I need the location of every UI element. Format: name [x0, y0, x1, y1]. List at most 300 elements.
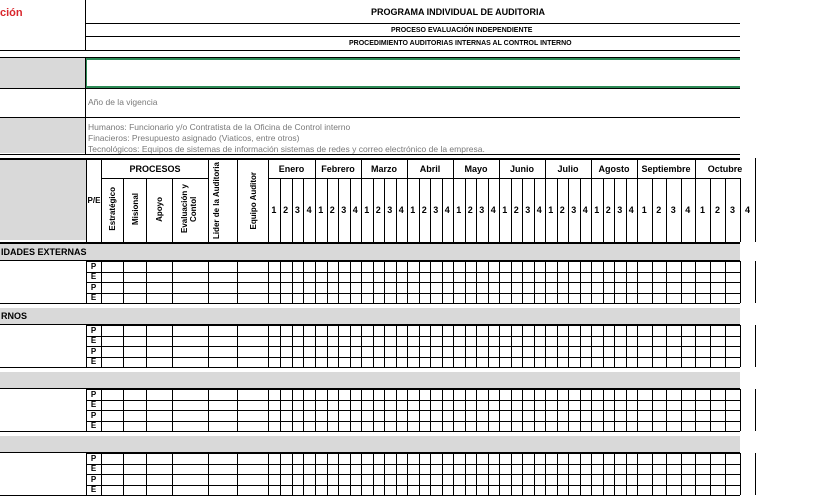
- grid-line: [396, 453, 397, 495]
- grid-line: [740, 325, 741, 367]
- grid-line: [568, 178, 569, 242]
- grid-line: [123, 261, 124, 303]
- grid-line: [710, 178, 711, 242]
- grid-line: [315, 261, 316, 303]
- grid-line: [522, 453, 523, 495]
- week-number: 4: [685, 205, 691, 215]
- grid-line: [208, 389, 209, 431]
- grid-line: [499, 389, 500, 431]
- grid-line: [407, 453, 408, 495]
- row-line: [86, 474, 740, 475]
- grid-line: [465, 261, 466, 303]
- grid-line: [695, 389, 696, 431]
- grid-line: [710, 453, 711, 495]
- grid-line: [361, 389, 362, 431]
- grid-line: [465, 389, 466, 431]
- row-line: [86, 261, 740, 262]
- info-border: [0, 88, 740, 89]
- grid-line: [557, 389, 558, 431]
- lider-header: Lider de la Auditoria: [212, 161, 221, 240]
- grid-line: [172, 261, 173, 303]
- row-type-label: E: [90, 293, 97, 303]
- week-number: 2: [421, 205, 427, 215]
- grid-line: [146, 261, 147, 303]
- grid-line: [442, 261, 443, 303]
- row-line: [0, 367, 740, 368]
- section-header: RNOS: [0, 308, 740, 324]
- section-header: IDADES EXTERNAS: [0, 244, 740, 260]
- week-number: 4: [398, 205, 404, 215]
- resource-tech: Tecnológicos: Equipos de sistemas de información sistemas de redes y correo electrónico de la empresa.: [88, 144, 485, 154]
- week-number: 2: [283, 205, 289, 215]
- logo-text: ción: [0, 7, 23, 19]
- grid-line: [327, 325, 328, 367]
- week-number: 1: [271, 205, 277, 215]
- grid-line: [268, 453, 269, 495]
- month-header: Enero: [278, 164, 305, 174]
- grid-line: [384, 453, 385, 495]
- week-number: 3: [670, 205, 676, 215]
- grid-line: [146, 178, 147, 242]
- grid-line: [268, 389, 269, 431]
- grid-line: [373, 389, 374, 431]
- grid-line: [568, 453, 569, 495]
- grid-line: [268, 158, 269, 242]
- grid-line: [280, 453, 281, 495]
- row-type-label: E: [90, 464, 97, 474]
- grid-line: [292, 261, 293, 303]
- week-number: 2: [375, 205, 381, 215]
- grid-line: [666, 325, 667, 367]
- grid-line: [430, 178, 431, 242]
- grid-line: [710, 261, 711, 303]
- week-number: 3: [479, 205, 485, 215]
- grid-line: [695, 453, 696, 495]
- grid-line: [237, 389, 238, 431]
- week-number: 3: [729, 205, 735, 215]
- grid-line: [350, 325, 351, 367]
- grid-line: [268, 325, 269, 367]
- grid-line: [280, 178, 281, 242]
- row-line: [86, 400, 740, 401]
- vigencia-field[interactable]: Año de la vigencia: [88, 97, 158, 107]
- grid-line: [710, 325, 711, 367]
- grid-line: [652, 178, 653, 242]
- grid-line: [522, 178, 523, 242]
- grid-line: [534, 261, 535, 303]
- grid-line: [146, 389, 147, 431]
- grid-line: [86, 261, 87, 303]
- grid-line: [591, 261, 592, 303]
- info-border: [0, 117, 740, 118]
- grid-line: [755, 158, 756, 242]
- week-number: 2: [467, 205, 473, 215]
- grid-line: [123, 389, 124, 431]
- grid-line: [407, 325, 408, 367]
- grid-line: [338, 389, 339, 431]
- grid-line: [725, 389, 726, 431]
- grid-line: [430, 453, 431, 495]
- document-title: PROGRAMA INDIVIDUAL DE AUDITORIA: [371, 6, 546, 17]
- grid-line: [580, 389, 581, 431]
- grid-line: [465, 453, 466, 495]
- grid-line: [442, 453, 443, 495]
- grid-line: [146, 453, 147, 495]
- week-number: 1: [641, 205, 647, 215]
- grid-line: [637, 325, 638, 367]
- grid-line: [557, 453, 558, 495]
- grid-line: [637, 158, 638, 242]
- grid-line: [568, 389, 569, 431]
- grid-line: [327, 453, 328, 495]
- grid-line: [488, 325, 489, 367]
- grid-line: [430, 261, 431, 303]
- grid-line: [637, 261, 638, 303]
- grid-line: [101, 389, 102, 431]
- proceso-evaluacion: Evaluación y Contol: [179, 184, 198, 234]
- week-number: 4: [352, 205, 358, 215]
- grid-line: [280, 325, 281, 367]
- week-number: 3: [341, 205, 347, 215]
- grid-line: [453, 389, 454, 431]
- grid-line: [681, 325, 682, 367]
- info-divider: [85, 57, 86, 155]
- grid-line: [666, 389, 667, 431]
- grid-line: [237, 325, 238, 367]
- row-line: [0, 324, 740, 325]
- grid-line: [488, 453, 489, 495]
- grid-line: [626, 325, 627, 367]
- week-number: 4: [628, 205, 634, 215]
- grid-line: [755, 453, 756, 495]
- grid-line: [557, 178, 558, 242]
- grid-line: [603, 389, 604, 431]
- month-header: Julio: [557, 164, 579, 174]
- grid-line: [755, 261, 756, 303]
- grid-line: [511, 453, 512, 495]
- grid-line: [465, 325, 466, 367]
- grid-line: [419, 178, 420, 242]
- grid-line: [303, 453, 304, 495]
- row-line: [86, 453, 740, 454]
- grid-line: [534, 389, 535, 431]
- grid-line: [591, 389, 592, 431]
- grid-line: [146, 325, 147, 367]
- row-type-label: P: [90, 474, 97, 484]
- proceso-misional: Misional: [130, 192, 140, 225]
- grid-line: [338, 261, 339, 303]
- grid-line: [465, 178, 466, 242]
- week-number: 2: [605, 205, 611, 215]
- grid-line: [303, 261, 304, 303]
- grid-line: [603, 325, 604, 367]
- row-line: [0, 431, 740, 432]
- grid-line: [208, 453, 209, 495]
- grid-line: [292, 325, 293, 367]
- grid-line: [101, 178, 208, 179]
- resource-financial: Finacieros: Presupuesto asignado (Viaticos, entre otros): [88, 133, 300, 143]
- grid-line: [511, 261, 512, 303]
- grid-line: [292, 453, 293, 495]
- grid-line: [172, 453, 173, 495]
- row-line: [86, 485, 740, 486]
- grid-line: [442, 325, 443, 367]
- grid-line: [614, 325, 615, 367]
- week-number: 4: [744, 205, 750, 215]
- grid-line: [488, 178, 489, 242]
- info-border: [0, 154, 740, 155]
- grid-line: [476, 325, 477, 367]
- grid-line: [315, 158, 316, 242]
- row-line: [86, 464, 740, 465]
- grid-line: [407, 158, 408, 242]
- week-number: 3: [294, 205, 300, 215]
- grid-line: [303, 389, 304, 431]
- grid-line: [350, 453, 351, 495]
- row-type-label: P: [90, 453, 97, 463]
- grid-line: [614, 261, 615, 303]
- grid-line: [499, 158, 500, 242]
- grid-line: [614, 389, 615, 431]
- week-number: 3: [525, 205, 531, 215]
- month-header: Junio: [510, 164, 534, 174]
- grid-line: [681, 178, 682, 242]
- section-header: [0, 436, 740, 452]
- grid-line: [666, 453, 667, 495]
- pe-header: P/E: [87, 195, 101, 205]
- grid-line: [384, 178, 385, 242]
- grid-line: [292, 178, 293, 242]
- grid-line: [580, 453, 581, 495]
- info-label-cell: [0, 58, 85, 88]
- grid-line: [603, 453, 604, 495]
- grid-line: [725, 261, 726, 303]
- grid-line: [315, 453, 316, 495]
- week-number: 3: [617, 205, 623, 215]
- grid-line: [208, 158, 209, 242]
- grid-line: [361, 261, 362, 303]
- row-line: [0, 260, 740, 261]
- grid-line: [488, 389, 489, 431]
- grid-line: [172, 178, 173, 242]
- row-type-label: E: [90, 421, 97, 431]
- grid-line: [710, 389, 711, 431]
- grid-line: [545, 325, 546, 367]
- row-line: [86, 272, 740, 273]
- week-number: 4: [490, 205, 496, 215]
- grid-line: [442, 178, 443, 242]
- section-header: [0, 372, 740, 388]
- grid-line: [591, 325, 592, 367]
- grid-line: [373, 453, 374, 495]
- table-header-label-cell: [0, 160, 86, 240]
- month-header: Agosto: [598, 164, 630, 174]
- grid-line: [568, 261, 569, 303]
- grid-line: [725, 325, 726, 367]
- grid-line: [511, 389, 512, 431]
- grid-line: [237, 158, 238, 242]
- grid-line: [725, 178, 726, 242]
- row-type-label: P: [90, 325, 97, 335]
- week-number: 1: [548, 205, 554, 215]
- grid-line: [361, 158, 362, 242]
- row-line: [86, 410, 740, 411]
- week-number: 4: [582, 205, 588, 215]
- grid-line: [476, 178, 477, 242]
- grid-line: [268, 261, 269, 303]
- grid-line: [534, 453, 535, 495]
- grid-line: [237, 261, 238, 303]
- grid-line: [614, 453, 615, 495]
- grid-line: [350, 261, 351, 303]
- week-number: 3: [387, 205, 393, 215]
- grid-line: [591, 453, 592, 495]
- grid-line: [280, 389, 281, 431]
- grid-line: [499, 453, 500, 495]
- row-type-label: E: [90, 336, 97, 346]
- grid-line: [361, 325, 362, 367]
- week-number: 2: [513, 205, 519, 215]
- grid-line: [652, 325, 653, 367]
- grid-line: [626, 389, 627, 431]
- grid-line: [396, 389, 397, 431]
- grid-line: [373, 325, 374, 367]
- grid-line: [681, 389, 682, 431]
- grid-line: [86, 158, 87, 242]
- grid-line: [292, 389, 293, 431]
- grid-line: [681, 261, 682, 303]
- week-number: 1: [364, 205, 370, 215]
- row-line: [86, 421, 740, 422]
- row-line: [0, 495, 740, 496]
- grid-line: [545, 261, 546, 303]
- grid-line: [511, 325, 512, 367]
- grid-line: [725, 453, 726, 495]
- grid-line: [442, 389, 443, 431]
- procedure-name: PROCEDIMIENTO AUDITORIAS INTERNAS AL CONTROL INTERNO: [349, 40, 572, 47]
- selected-cell[interactable]: [85, 58, 740, 88]
- row-line: [86, 346, 740, 347]
- row-line: [86, 357, 740, 358]
- grid-line: [327, 178, 328, 242]
- grid-line: [534, 325, 535, 367]
- grid-line: [626, 178, 627, 242]
- week-number: 2: [559, 205, 565, 215]
- week-number: 2: [656, 205, 662, 215]
- grid-line: [101, 158, 102, 242]
- grid-line: [740, 453, 741, 495]
- grid-line: [740, 261, 741, 303]
- grid-line: [522, 261, 523, 303]
- grid-line: [740, 178, 741, 242]
- grid-line: [522, 389, 523, 431]
- week-number: 3: [433, 205, 439, 215]
- row-line: [86, 389, 740, 390]
- row-line: [86, 293, 740, 294]
- grid-line: [419, 453, 420, 495]
- week-number: 4: [536, 205, 542, 215]
- grid-line: [373, 178, 374, 242]
- grid-line: [396, 178, 397, 242]
- grid-line: [695, 325, 696, 367]
- grid-line: [384, 261, 385, 303]
- grid-line: [419, 325, 420, 367]
- grid-line: [476, 389, 477, 431]
- row-type-label: E: [90, 272, 97, 282]
- row-line: [86, 336, 740, 337]
- grid-line: [637, 453, 638, 495]
- grid-line: [453, 158, 454, 242]
- grid-line: [172, 389, 173, 431]
- grid-line: [488, 261, 489, 303]
- grid-line: [755, 389, 756, 431]
- grid-line: [123, 325, 124, 367]
- grid-line: [237, 453, 238, 495]
- procesos-header: PROCESOS: [129, 164, 181, 174]
- grid-line: [101, 453, 102, 495]
- grid-line: [511, 178, 512, 242]
- grid-line: [695, 158, 696, 242]
- grid-line: [637, 389, 638, 431]
- month-header: Octubre: [707, 164, 743, 174]
- week-number: 1: [318, 205, 324, 215]
- week-number: 1: [594, 205, 600, 215]
- grid-line: [86, 389, 87, 431]
- grid-line: [499, 261, 500, 303]
- week-number: 1: [456, 205, 462, 215]
- grid-line: [407, 261, 408, 303]
- grid-line: [384, 325, 385, 367]
- week-number: 1: [699, 205, 705, 215]
- grid-line: [373, 261, 374, 303]
- grid-line: [419, 261, 420, 303]
- row-type-label: E: [90, 357, 97, 367]
- grid-line: [280, 261, 281, 303]
- month-header: Febrero: [321, 164, 355, 174]
- grid-line: [557, 325, 558, 367]
- grid-line: [545, 453, 546, 495]
- resources-label-cell: [0, 118, 85, 153]
- week-number: 3: [571, 205, 577, 215]
- proceso-estrategico: Estratégico: [108, 187, 117, 231]
- resource-human: Humanos: Funcionario y/o Contratista de la Oficina de Control interno: [88, 122, 351, 132]
- month-header: Abril: [419, 164, 441, 174]
- grid-line: [522, 325, 523, 367]
- row-line: [0, 388, 740, 389]
- grid-line: [86, 325, 87, 367]
- header-line: [0, 50, 740, 51]
- week-number: 4: [444, 205, 450, 215]
- grid-line: [534, 178, 535, 242]
- grid-line: [755, 325, 756, 367]
- grid-line: [453, 261, 454, 303]
- grid-line: [666, 178, 667, 242]
- row-line: [0, 303, 740, 304]
- grid-line: [327, 389, 328, 431]
- grid-line: [591, 158, 592, 242]
- grid-line: [603, 178, 604, 242]
- grid-line: [430, 389, 431, 431]
- grid-line: [652, 453, 653, 495]
- row-type-label: P: [90, 410, 97, 420]
- grid-line: [350, 389, 351, 431]
- grid-line: [740, 389, 741, 431]
- grid-line: [580, 325, 581, 367]
- grid-line: [652, 389, 653, 431]
- row-type-label: E: [90, 485, 97, 495]
- grid-line: [338, 178, 339, 242]
- grid-line: [545, 389, 546, 431]
